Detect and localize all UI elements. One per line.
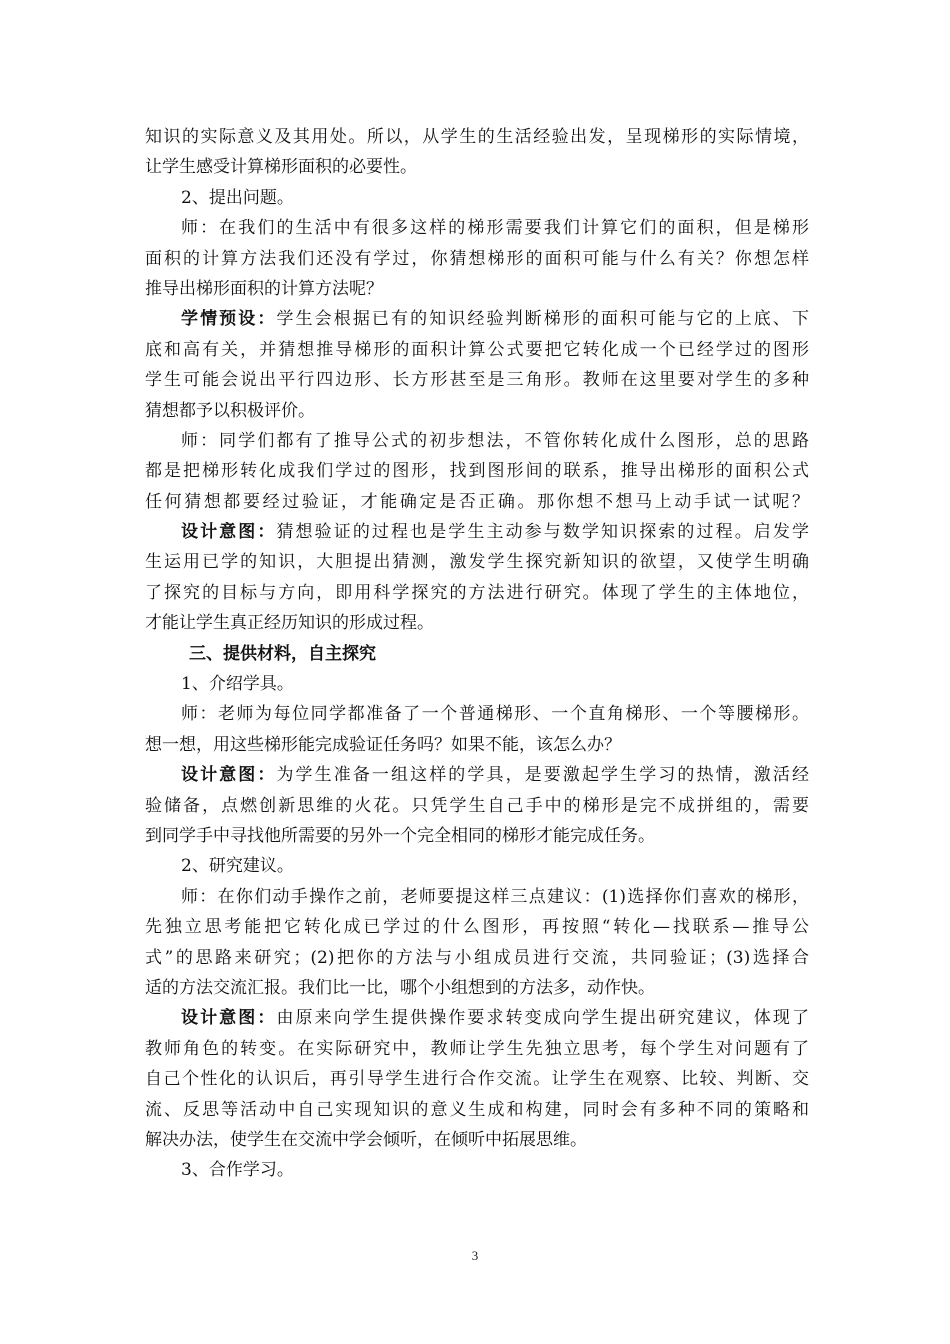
- text-line: 到同学手中寻找他所需要的另外一个完全相同的梯形才能完成任务。: [145, 825, 655, 846]
- text-line: 师：在你们动手操作之前，老师要提这样三点建议：(1)选择你们喜欢的梯形，: [181, 886, 809, 907]
- text-line: 生运用已学的知识，大胆提出猜测，激发学生探究新知识的欲望，又使学生明确: [145, 552, 809, 573]
- text-line: 自己个性化的认识后，再引导学生进行合作交流。让学生在观察、比较、判断、交: [145, 1069, 809, 1090]
- text-line: 才能让学生真正经历知识的形成过程。: [145, 613, 434, 634]
- text-line: 解决办法，使学生在交流中学会倾听，在倾听中拓展思维。: [145, 1129, 587, 1150]
- text-line: 底和高有关，并猜想推导梯形的面积计算公式要把它转化成一个已经学过的图形: [145, 339, 809, 360]
- text-line: 式”的思路来研究；(2)把你的方法与小组成员进行交流，共同验证；(3)选择合: [145, 947, 809, 968]
- text-line: 师：在我们的生活中有很多这样的梯形需要我们计算它们的面积，但是梯形: [181, 218, 809, 239]
- bold-label: 设计意图：: [181, 522, 277, 543]
- bold-label: 设计意图：: [181, 765, 277, 786]
- text-line: 先独立思考能把它转化成已学过的什么图形，再按照“转化—找联系—推导公: [145, 917, 809, 938]
- text-line: 教师角色的转变。在实际研究中，教师让学生先独立思考，每个学生对问题有了: [145, 1038, 809, 1059]
- text-line: 学生可能会说出平行四边形、长方形甚至是三角形。教师在这里要对学生的多种: [145, 370, 809, 391]
- section-heading: 三、提供材料，自主探究: [189, 643, 376, 664]
- text-line: 师：同学们都有了推导公式的初步想法，不管你转化成什么图形，总的思路: [181, 430, 809, 451]
- text-span: 为学生准备一组这样的学具，是要激起学生学习的热情，激活经: [276, 765, 809, 786]
- text-line: 让学生感受计算梯形面积的必要性。: [145, 157, 417, 178]
- page-number: 3: [471, 1248, 479, 1263]
- text-line: 2、提出问题。: [181, 187, 294, 208]
- text-line: 适的方法交流汇报。我们比一比，哪个小组想到的方法多，动作快。: [145, 977, 655, 998]
- text-line: 推导出梯形面积的计算方法呢？: [145, 278, 383, 299]
- text-span: 由原来向学生提供操作要求转变成向学生提出研究建议，体现了: [276, 1008, 809, 1029]
- text-line: 知识的实际意义及其用处。所以，从学生的生活经验出发，呈现梯形的实际情境，: [145, 127, 809, 147]
- text-line: 猜想都予以积极评价。: [145, 400, 315, 421]
- text-line: [145, 760, 809, 790]
- text-line: 了探究的目标与方向，即用科学探究的方法进行研究。体现了学生的主体地位，: [145, 582, 809, 603]
- text-span: 猜想验证的过程也是学生主动参与数学知识探索的过程。启发学: [276, 522, 809, 543]
- text-line: 师：老师为每位同学都准备了一个普通梯形、一个直角梯形、一个等腰梯形。: [181, 704, 809, 725]
- text-line: [145, 1003, 809, 1033]
- text-line: 3、合作学习。: [181, 1160, 294, 1181]
- text-line: 流、反思等活动中自己实现知识的意义生成和构建，同时会有多种不同的策略和: [145, 1099, 809, 1120]
- text-line: 面积的计算方法我们还没有学过，你猜想梯形的面积可能与什么有关？你想怎样: [145, 248, 809, 269]
- text-line: 想一想，用这些梯形能完成验证任务吗？如果不能，该怎么办？: [145, 734, 621, 755]
- text-line: 2、研究建议。: [181, 856, 294, 877]
- text-line: [145, 304, 809, 334]
- text-line: 任何猜想都要经过验证，才能确定是否正确。那你想不想马上动手试一试呢？: [145, 491, 809, 512]
- bold-label: 学情预设：: [181, 309, 277, 330]
- text-line: 1、介绍学具。: [181, 674, 294, 695]
- body-text: [145, 122, 809, 1186]
- bold-label: 设计意图：: [181, 1008, 277, 1029]
- text-line: 验储备，点燃创新思维的火花。只凭学生自己手中的梯形是完不成拼组的，需要: [145, 795, 809, 816]
- text-span: 学生会根据已有的知识经验判断梯形的面积可能与它的上底、下: [276, 309, 809, 330]
- text-line: [145, 517, 809, 547]
- text-line: 都是把梯形转化成我们学过的图形，找到图形间的联系，推导出梯形的面积公式: [145, 461, 809, 482]
